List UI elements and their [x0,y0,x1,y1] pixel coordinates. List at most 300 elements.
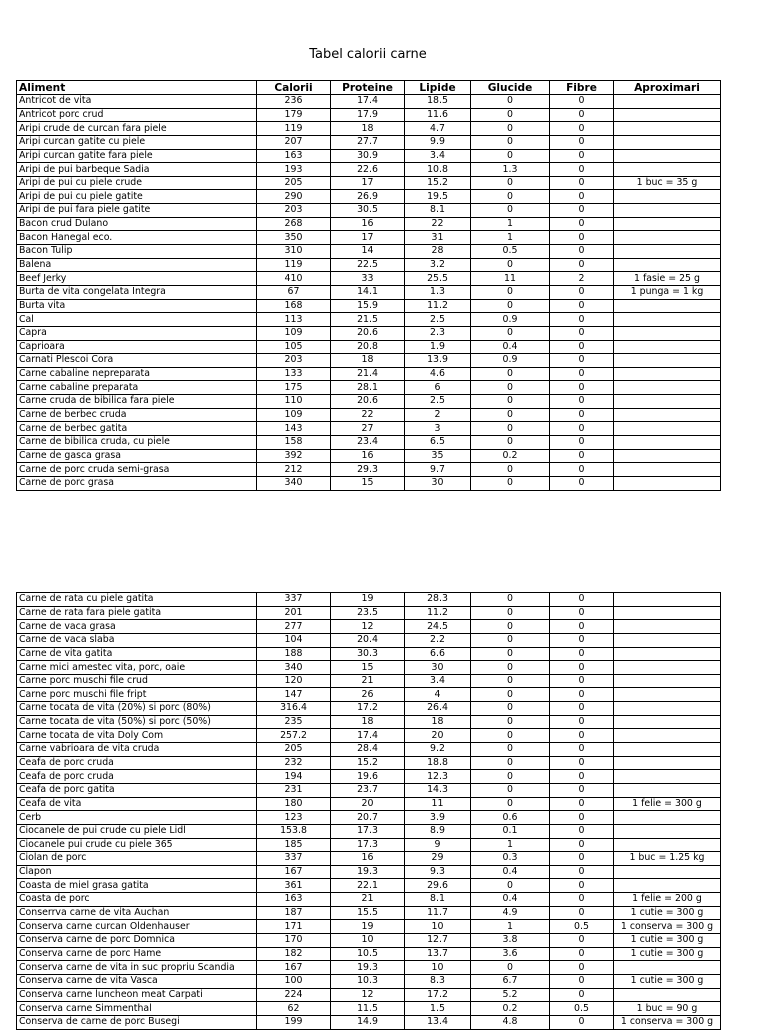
cell-aliment: Aripi de pui barbeque Sadia [17,163,257,177]
cell-calorii: 205 [257,743,331,757]
table-row [17,285,721,299]
cell-aliment: Carne tocata de vita Doly Com [17,729,257,743]
cell-glucide: 0 [471,95,550,109]
cell-glucide: 0 [471,258,550,272]
cell-aliment: Carne de rata cu piele gatita [17,593,257,607]
cell-fibre: 0 [550,217,614,231]
cell-fibre: 0 [550,756,614,770]
cell-aliment: Caprioara [17,340,257,354]
cell-aproximari: 1 felie = 200 g [614,893,721,907]
cell-lipide: 24.5 [405,620,471,634]
cell-glucide: 0.9 [471,313,550,327]
cell-aproximari [614,838,721,852]
cell-glucide: 0 [471,135,550,149]
cell-aliment: Aripi de pui cu piele gatite [17,190,257,204]
cell-aliment: Carne porc muschi file fript [17,688,257,702]
cell-proteine: 15 [331,661,405,675]
cell-fibre: 0 [550,476,614,490]
cell-calorii: 105 [257,340,331,354]
cell-aliment: Aripi curcan gatite cu piele [17,135,257,149]
table-row [17,852,721,866]
cell-calorii: 179 [257,108,331,122]
table-row [17,674,721,688]
column-header-calorii: Calorii [257,81,331,95]
cell-aproximari [614,715,721,729]
table-row [17,299,721,313]
cell-lipide: 11.7 [405,906,471,920]
cell-lipide: 10 [405,920,471,934]
cell-lipide: 1.3 [405,285,471,299]
cell-aproximari [614,217,721,231]
cell-fibre: 0 [550,702,614,716]
cell-proteine: 16 [331,449,405,463]
cell-aproximari [614,340,721,354]
table-header-row [17,81,721,95]
cell-aproximari: 1 buc = 35 g [614,176,721,190]
cell-aliment: Carne de gasca grasa [17,449,257,463]
cell-fibre: 0 [550,122,614,136]
cell-calorii: 236 [257,95,331,109]
cell-aproximari [614,961,721,975]
cell-lipide: 19.5 [405,190,471,204]
cell-lipide: 18.8 [405,756,471,770]
cell-proteine: 14 [331,245,405,259]
cell-lipide: 13.9 [405,354,471,368]
column-header-fibre: Fibre [550,81,614,95]
cell-fibre: 0 [550,395,614,409]
cell-fibre: 2 [550,272,614,286]
cell-glucide: 3.6 [471,947,550,961]
cell-lipide: 31 [405,231,471,245]
cell-glucide: 0 [471,633,550,647]
cell-lipide: 1.5 [405,1002,471,1016]
cell-lipide: 18.5 [405,95,471,109]
table-row [17,838,721,852]
cell-fibre: 0 [550,988,614,1002]
cell-glucide: 0 [471,108,550,122]
cell-proteine: 27.7 [331,135,405,149]
cell-calorii: 201 [257,606,331,620]
cell-proteine: 17 [331,176,405,190]
cell-glucide: 0.2 [471,449,550,463]
cell-proteine: 17.2 [331,702,405,716]
cell-fibre: 0 [550,313,614,327]
cell-aproximari [614,688,721,702]
cell-fibre: 0 [550,408,614,422]
cell-glucide: 0 [471,381,550,395]
cell-proteine: 19 [331,593,405,607]
cell-aliment: Carne de vaca slaba [17,633,257,647]
cell-aliment: Carne de vita gatita [17,647,257,661]
table-row [17,688,721,702]
cell-fibre: 0 [550,633,614,647]
cell-fibre: 0 [550,715,614,729]
cell-proteine: 18 [331,122,405,136]
cell-aproximari [614,647,721,661]
table-row [17,756,721,770]
cell-glucide: 0 [471,647,550,661]
table-row [17,163,721,177]
cell-proteine: 10.3 [331,974,405,988]
cell-glucide: 0 [471,688,550,702]
cell-calorii: 392 [257,449,331,463]
cell-glucide: 6.7 [471,974,550,988]
cell-aliment: Ceafa de vita [17,797,257,811]
cell-fibre: 0 [550,852,614,866]
cell-glucide: 0 [471,715,550,729]
cell-glucide: 0 [471,299,550,313]
cell-fibre: 0 [550,231,614,245]
table-row [17,974,721,988]
cell-fibre: 0 [550,204,614,218]
cell-fibre: 0 [550,135,614,149]
cell-glucide: 3.8 [471,934,550,948]
cell-aproximari [614,449,721,463]
cell-lipide: 35 [405,449,471,463]
cell-calorii: 235 [257,715,331,729]
cell-calorii: 170 [257,934,331,948]
cell-proteine: 16 [331,217,405,231]
cell-aliment: Carne mici amestec vita, porc, oaie [17,661,257,675]
cell-calorii: 100 [257,974,331,988]
cell-proteine: 17 [331,231,405,245]
cell-aproximari [614,326,721,340]
cell-calorii: 232 [257,756,331,770]
cell-calorii: 163 [257,893,331,907]
cell-glucide: 0 [471,408,550,422]
column-header-proteine: Proteine [331,81,405,95]
cell-aliment: Carne de bibilica cruda, cu piele [17,436,257,450]
table-row [17,245,721,259]
table-row [17,395,721,409]
cell-calorii: 171 [257,920,331,934]
cell-glucide: 0.1 [471,824,550,838]
column-header-glucide: Glucide [471,81,550,95]
cell-aliment: Carne cabaline nepreparata [17,367,257,381]
cell-lipide: 26.4 [405,702,471,716]
cell-calorii: 153.8 [257,824,331,838]
cell-glucide: 1 [471,231,550,245]
cell-fibre: 0.5 [550,920,614,934]
cell-proteine: 20.7 [331,811,405,825]
cell-lipide: 28.3 [405,593,471,607]
cell-aproximari [614,135,721,149]
cell-lipide: 8.9 [405,824,471,838]
cell-aproximari [614,149,721,163]
cell-proteine: 15.2 [331,756,405,770]
table-row [17,811,721,825]
cell-lipide: 6.5 [405,436,471,450]
cell-aliment: Ciocanele pui crude cu piele 365 [17,838,257,852]
cell-lipide: 4.6 [405,367,471,381]
cell-glucide: 4.9 [471,906,550,920]
cell-lipide: 17.2 [405,988,471,1002]
cell-aproximari [614,743,721,757]
table-row [17,824,721,838]
cell-fibre: 0 [550,354,614,368]
cell-aproximari [614,824,721,838]
cell-lipide: 12.7 [405,934,471,948]
cell-proteine: 11.5 [331,1002,405,1016]
cell-fibre: 0 [550,436,614,450]
cell-lipide: 4.7 [405,122,471,136]
calorie-table-part-2 [16,592,721,1030]
column-header-aproximari: Aproximari [614,81,721,95]
cell-calorii: 340 [257,661,331,675]
cell-aproximari [614,593,721,607]
cell-glucide: 0 [471,122,550,136]
cell-glucide: 0 [471,620,550,634]
cell-aproximari [614,476,721,490]
cell-aproximari [614,702,721,716]
cell-proteine: 18 [331,354,405,368]
cell-glucide: 0 [471,285,550,299]
cell-glucide: 0 [471,367,550,381]
cell-lipide: 6 [405,381,471,395]
cell-lipide: 29 [405,852,471,866]
cell-lipide: 9.7 [405,463,471,477]
cell-lipide: 8.1 [405,893,471,907]
cell-aproximari: 1 buc = 1.25 kg [614,852,721,866]
cell-aproximari [614,299,721,313]
cell-calorii: 62 [257,1002,331,1016]
cell-fibre: 0 [550,593,614,607]
cell-aliment: Clapon [17,865,257,879]
cell-fibre: 0 [550,838,614,852]
cell-glucide: 0 [471,797,550,811]
cell-proteine: 20 [331,797,405,811]
cell-aproximari [614,313,721,327]
table-row [17,190,721,204]
cell-aproximari [614,122,721,136]
table-row [17,135,721,149]
cell-fibre: 0 [550,299,614,313]
cell-lipide: 6.6 [405,647,471,661]
table-row [17,272,721,286]
table-row [17,865,721,879]
table-row [17,770,721,784]
cell-proteine: 15.5 [331,906,405,920]
cell-calorii: 199 [257,1015,331,1029]
table-row [17,893,721,907]
cell-calorii: 123 [257,811,331,825]
cell-fibre: 0 [550,190,614,204]
cell-aliment: Conserrva carne de vita Auchan [17,906,257,920]
table-row [17,258,721,272]
cell-lipide: 10 [405,961,471,975]
cell-glucide: 0 [471,176,550,190]
cell-proteine: 17.3 [331,838,405,852]
cell-aliment: Capra [17,326,257,340]
column-header-aliment: Aliment [17,81,257,95]
cell-glucide: 0 [471,395,550,409]
cell-aliment: Aripi de pui fara piele gatite [17,204,257,218]
cell-aproximari [614,408,721,422]
cell-aliment: Conserva carne de porc Hame [17,947,257,961]
cell-fibre: 0 [550,163,614,177]
cell-calorii: 187 [257,906,331,920]
cell-aliment: Carne de berbec gatita [17,422,257,436]
cell-fibre: 0 [550,95,614,109]
cell-aliment: Ceafa de porc gatita [17,783,257,797]
cell-calorii: 175 [257,381,331,395]
cell-aproximari: 1 cutie = 300 g [614,906,721,920]
table-row [17,108,721,122]
cell-proteine: 21 [331,674,405,688]
cell-calorii: 167 [257,865,331,879]
cell-glucide: 0 [471,463,550,477]
cell-proteine: 21.4 [331,367,405,381]
cell-aproximari [614,770,721,784]
cell-glucide: 0 [471,661,550,675]
cell-lipide: 2.5 [405,395,471,409]
cell-fibre: 0 [550,743,614,757]
table-row [17,879,721,893]
table-row [17,633,721,647]
cell-proteine: 14.9 [331,1015,405,1029]
cell-lipide: 8.1 [405,204,471,218]
cell-aliment: Balena [17,258,257,272]
cell-calorii: 185 [257,838,331,852]
cell-calorii: 203 [257,354,331,368]
cell-proteine: 19.6 [331,770,405,784]
cell-glucide: 0.3 [471,852,550,866]
cell-glucide: 0.6 [471,811,550,825]
table-row [17,934,721,948]
cell-aliment: Conserva carne de vita Vasca [17,974,257,988]
cell-aliment: Cerb [17,811,257,825]
cell-fibre: 0 [550,906,614,920]
cell-glucide: 0 [471,674,550,688]
cell-aproximari [614,95,721,109]
cell-aproximari: 1 punga = 1 kg [614,285,721,299]
cell-proteine: 17.4 [331,95,405,109]
cell-calorii: 205 [257,176,331,190]
cell-lipide: 3 [405,422,471,436]
cell-fibre: 0 [550,947,614,961]
table-row [17,606,721,620]
cell-calorii: 167 [257,961,331,975]
cell-aproximari [614,395,721,409]
cell-fibre: 0 [550,606,614,620]
cell-lipide: 2.3 [405,326,471,340]
cell-calorii: 109 [257,326,331,340]
cell-fibre: 0 [550,974,614,988]
cell-proteine: 17.4 [331,729,405,743]
cell-glucide: 0 [471,756,550,770]
cell-proteine: 22.6 [331,163,405,177]
cell-lipide: 25.5 [405,272,471,286]
cell-calorii: 361 [257,879,331,893]
cell-fibre: 0 [550,449,614,463]
cell-proteine: 30.5 [331,204,405,218]
cell-proteine: 12 [331,988,405,1002]
cell-aliment: Burta vita [17,299,257,313]
cell-fibre: 0 [550,879,614,893]
cell-aproximari [614,163,721,177]
cell-aproximari [614,620,721,634]
cell-glucide: 0 [471,436,550,450]
cell-fibre: 0 [550,108,614,122]
cell-lipide: 3.9 [405,811,471,825]
table-row [17,340,721,354]
cell-aproximari [614,367,721,381]
cell-lipide: 12.3 [405,770,471,784]
cell-lipide: 11.2 [405,299,471,313]
cell-glucide: 0 [471,422,550,436]
cell-aproximari: 1 fasie = 25 g [614,272,721,286]
cell-aliment: Carne de rata fara piele gatita [17,606,257,620]
cell-fibre: 0 [550,674,614,688]
cell-lipide: 3.4 [405,674,471,688]
cell-aliment: Aripi crude de curcan fara piele [17,122,257,136]
calorie-table-part-1 [16,80,721,491]
table-row [17,313,721,327]
cell-lipide: 4 [405,688,471,702]
cell-proteine: 26.9 [331,190,405,204]
cell-glucide: 0 [471,702,550,716]
cell-fibre: 0 [550,1015,614,1029]
cell-calorii: 337 [257,852,331,866]
cell-calorii: 188 [257,647,331,661]
cell-lipide: 11.2 [405,606,471,620]
cell-glucide: 0 [471,606,550,620]
cell-aliment: Aripi de pui cu piele crude [17,176,257,190]
cell-proteine: 14.1 [331,285,405,299]
cell-glucide: 11 [471,272,550,286]
cell-calorii: 119 [257,258,331,272]
cell-calorii: 158 [257,436,331,450]
cell-lipide: 2 [405,408,471,422]
cell-lipide: 13.7 [405,947,471,961]
cell-aliment: Burta de vita congelata Integra [17,285,257,299]
cell-aliment: Conserva carne Simmenthal [17,1002,257,1016]
cell-fibre: 0 [550,661,614,675]
cell-glucide: 1 [471,838,550,852]
cell-fibre: 0 [550,463,614,477]
cell-glucide: 0 [471,961,550,975]
cell-aliment: Carnati Plescoi Cora [17,354,257,368]
cell-aliment: Carne de porc cruda semi-grasa [17,463,257,477]
table-row [17,1015,721,1029]
cell-calorii: 193 [257,163,331,177]
cell-glucide: 0 [471,190,550,204]
cell-proteine: 22 [331,408,405,422]
cell-proteine: 22.1 [331,879,405,893]
cell-lipide: 3.2 [405,258,471,272]
cell-calorii: 277 [257,620,331,634]
cell-lipide: 18 [405,715,471,729]
cell-calorii: 120 [257,674,331,688]
table-row [17,463,721,477]
cell-aproximari [614,354,721,368]
cell-fibre: 0 [550,245,614,259]
cell-proteine: 16 [331,852,405,866]
cell-proteine: 19.3 [331,865,405,879]
cell-calorii: 337 [257,593,331,607]
cell-aproximari [614,783,721,797]
cell-calorii: 119 [257,122,331,136]
cell-aproximari [614,729,721,743]
cell-aliment: Conserva carne curcan Oldenhauser [17,920,257,934]
cell-fibre: 0 [550,647,614,661]
table-row [17,476,721,490]
cell-lipide: 29.6 [405,879,471,893]
table-row [17,620,721,634]
cell-aproximari: 1 cutie = 300 g [614,947,721,961]
cell-aproximari [614,258,721,272]
cell-aproximari: 1 conserva = 300 g [614,920,721,934]
